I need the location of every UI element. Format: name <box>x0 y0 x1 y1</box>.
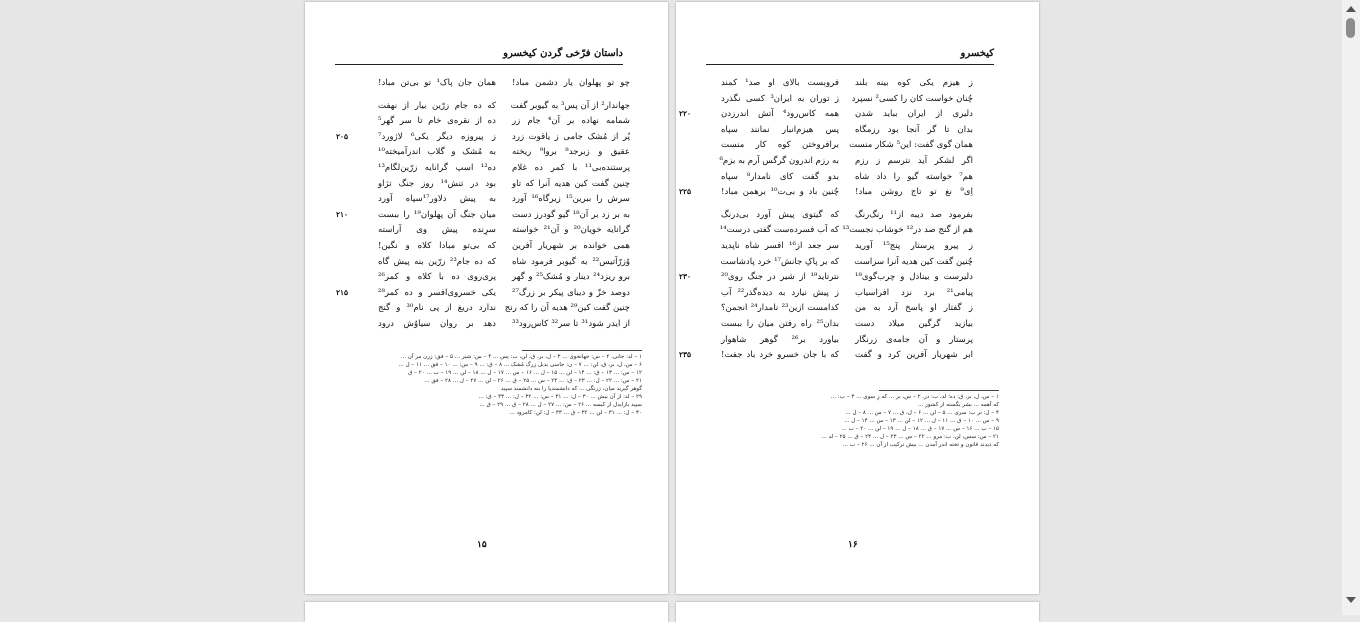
vertical-scrollbar[interactable] <box>1342 0 1360 615</box>
hemistich-second: یکی خسروی‌افسر و ده کمر²⁸ <box>378 287 496 298</box>
couplet <box>336 287 630 304</box>
hemistich-second: که ده جام زرّین بیار از نهفت <box>378 100 496 111</box>
hemistich-second: که بر پاکِ جانش¹⁷ خرد پادشاست <box>720 256 839 267</box>
hemistich-first: ز گفتار او پاسخ آرد به من <box>855 303 973 314</box>
hemistich-second: دهد بر روان سیاوُش درود <box>378 318 496 329</box>
verse-number: ۲۲۰ <box>679 109 692 119</box>
footnote-line: ۴ – ل: نر ب: سری ... ۵ – لن ... ۶ – ل، ق ... ۷ – س ... ۸ – ل ... <box>845 410 999 416</box>
couplet <box>705 225 973 241</box>
hemistich-first: همی خوانده بر شهریار آفرین <box>512 240 630 251</box>
hemistich-second: به رزم اندرون گرگس آرم به بزم⁶ <box>719 155 839 166</box>
couplet <box>362 225 630 241</box>
hemistich-second: بدو گفت کای نامدار⁸ سپاه <box>721 171 839 182</box>
hemistich-second: که بی‌تو مبادا کلاه و نگین! <box>378 240 496 251</box>
hemistich-first: ز پیرو پرستار پنج¹⁵ آورید <box>855 240 973 251</box>
footnote-line: ۱۲ – س: ... ۱۳ – ق: ... ۱۴ – لن ... ۱۵ – ل ... ۱۶ – س ... ۱۷ – ل ... ۱۸ – لن ... ۱۹ – ب ... ۲۰ – ق <box>408 370 642 376</box>
couplet <box>705 156 973 172</box>
scroll-down-arrow-icon[interactable] <box>1346 597 1356 603</box>
verse-number: ۲۱۰ <box>336 209 349 219</box>
hemistich-first: ز هیزم یکی کوه بینه بلند <box>855 78 973 88</box>
couplet <box>705 210 973 226</box>
header-title: کیخسرو <box>960 48 994 59</box>
couplet <box>362 319 630 335</box>
footnote-line: سپید بازایدل از کیسه ... ۲۶ – س: ... ۲۷ – ل ... ۲۸ – ق ... ۲۹ – ق ... <box>479 402 642 408</box>
footnote-line: ۶ – س، ل، بر، ق، لن: ... ۷ – ن: جاسی بدیل زرگ مُشک ... ۸ – ق: ... ۹ – س: ... ۱۰ – فق ... ۱۱ – ل ... <box>398 362 642 368</box>
header-title: داستان فرّخی گردن کیخسرو <box>503 48 623 59</box>
hemistich-second: همان جان پاک¹ تو بی‌تن مباد! <box>378 78 496 88</box>
hemistich-second: به مُشک و گلاب اندرآمیخته¹⁰ <box>378 147 496 158</box>
couplet <box>705 241 973 257</box>
footnote-line: ۲۹ – لد: از آن بیش ... ۳۰ – ل: ... ۳۱ – س: ... ۳۲ – ل: ... ۳۳ – ق: ... <box>478 394 642 400</box>
couplet <box>705 335 973 351</box>
couplet <box>705 303 973 319</box>
next-page-left <box>305 602 668 622</box>
poem-body <box>336 78 631 335</box>
hemistich-second: ز پیش نیارد به دیده‌گذر²² آب <box>721 287 839 298</box>
hemistich-first: دوصد خزّ و دیبای پیکر بر زرگ²⁷ <box>512 287 630 298</box>
hemistich-first: دلیری از ایران بباید شدن <box>855 109 973 120</box>
hemistich-second: بیاورد بر²⁶ گوهر شاهوار <box>721 334 839 345</box>
stanza-gap <box>362 94 630 101</box>
scroll-up-arrow-icon[interactable] <box>1346 6 1356 12</box>
verse-number: ۲۳۰ <box>679 272 692 282</box>
footnote-line: ۱۵ – ب ... ۱۶ – س ... ۱۷ – ق ... ۱۸ – ل ... ۱۹ – لن ... ۲۰ – ب ... <box>841 426 999 432</box>
hemistich-first: به بر زد بر آن¹⁸ گیو گودرز دست <box>512 209 630 220</box>
couplet <box>705 125 973 141</box>
footnote-line: ۳۰ – ل: ... ۳۱ – لن ... ۳۲ – ق ... ۳۳ – ل: لن: کامرود ... <box>509 410 642 416</box>
footnote-line: که دیدند قانون و تخته اندر آمدن ... بیش ترکیب از آن ... ۲۶ – ب ... <box>842 442 999 448</box>
hemistich-first: پرستار و آن جامه‌ی زرنگار <box>855 334 973 345</box>
footnote-line: که آهمه ... بشر یگسته از کشور ... <box>918 402 999 408</box>
couplet <box>679 187 973 203</box>
couplet <box>362 147 630 163</box>
couplet <box>362 101 630 117</box>
page-15 <box>305 2 668 594</box>
hemistich-second: همه کاس‌رود⁴ آتش اندرزدن <box>721 109 839 120</box>
verse-number: ۲۱۵ <box>336 287 349 297</box>
hemistich-first: هم⁷ خواسته گیو را داد شاه <box>855 171 973 182</box>
hemistich-first: هم از گنج صد در¹² خوشاب نجست¹³ <box>842 225 973 236</box>
couplet <box>705 94 973 110</box>
couplet <box>705 140 973 156</box>
hemistich-second: برافروختن کوه کار منست <box>721 140 839 151</box>
couplet <box>679 350 973 366</box>
hemistich-second: بود در تنش¹⁴ روز جنگ تژاو <box>378 178 496 189</box>
footnotes <box>699 390 999 449</box>
poem-body <box>679 78 974 366</box>
hemistich-first: عقیق و زبرجد⁸ بروا⁹ ریخته <box>512 147 630 158</box>
hemistich-first: بیازید گرگین میلاد دست <box>855 318 973 329</box>
hemistich-second: به پیش دلاور¹⁷سپاه آورد <box>378 194 496 205</box>
couplet <box>362 194 630 210</box>
couplet <box>362 257 630 273</box>
couplet <box>679 109 973 125</box>
page-number: ۱۵ <box>477 540 487 550</box>
footnote-line: ۹ – س ... ۱۰ – ق ... ۱۱ – ل ... ۱۲ – لن ... ۱۳ – س ... ۱۴ – ل ... <box>844 418 999 424</box>
hemistich-second: پس هیزم‌انبار نمانند سپاه <box>721 124 839 135</box>
couplet <box>705 172 973 188</box>
hemistich-first: چو تو پهلوان یار دشمن مباد! <box>512 78 630 88</box>
hemistich-first: پیامی²¹ برد نزد افراسیاب <box>855 287 973 298</box>
hemistich-first: شمامه نهاده بر آن⁴ جام زر <box>512 116 631 127</box>
hemistich-second: بدان²⁵ راه رفتن میان را ببست <box>721 318 839 329</box>
couplet <box>336 131 630 148</box>
hemistich-first: پرستنده‌بی¹¹ با کمر ده غلام <box>512 162 630 173</box>
hemistich-first: ابر شهریار آفرین کرد و گفت <box>855 350 973 361</box>
couplet <box>362 179 630 195</box>
hemistich-second: ده از نقره‌ی خام تا سر گهر⁵ <box>378 116 496 127</box>
couplet <box>362 163 630 179</box>
footnotes <box>336 350 642 417</box>
couplet <box>705 319 973 335</box>
page-16 <box>676 2 1039 594</box>
hemistich-second: که با جان خسرو خرد باد جفت! <box>721 350 839 361</box>
couplet <box>362 78 630 94</box>
hemistich-first: جهاندار² از آن پس³ به گیوبر گفت <box>510 100 630 111</box>
hemistich-second: نترتاید¹⁹ از شیر در جنگ روی²⁰ <box>721 272 839 283</box>
couplet <box>705 257 973 273</box>
hemistich-first: چنین گفت کین²⁹ هدیه آن را که رنج <box>504 303 630 314</box>
hemistich-second: چُنین باد و بی‌ت¹⁰ برهمن مباد! <box>721 187 840 198</box>
footnote-line: ۱ – س، ل، بر، ق: ده؛ لد، ب: در. ۲ – س، بر ... که زِ سوی ... ۳ – ب: ... <box>830 394 999 400</box>
hemistich-first: بفرمود صد دیبه از¹¹ رنگ‌رنگ <box>855 209 974 220</box>
hemistich-first: از ایدر شود³¹ تا سر³² کاس‌رود³³ <box>512 318 630 329</box>
couplet <box>362 116 630 132</box>
hemistich-second: که آب فسرده‌ست گفتی درست¹⁴ <box>719 225 839 236</box>
hemistich-second: که گیتوی پیش آورد بی‌درنگ <box>721 209 839 220</box>
hemistich-second: سرِنده پیش وی آراسته <box>378 225 496 236</box>
stanza-gap <box>705 203 973 210</box>
hemistich-second: میان جنگ آن پهلوان¹⁹ را ببست <box>378 209 497 220</box>
hemistich-first: دلیرست و بینادل و چرب‌گوی¹⁸ <box>855 272 973 283</box>
footnote-separator <box>879 390 999 391</box>
hemistich-second: ز توران به ایران³ کسی نگذرد <box>721 93 839 104</box>
hemistich-first: اگر لشکر آید نترسم ز رزم <box>855 155 973 166</box>
hemistich-second: ده¹² اسپ گرانایه زرّین‌لگام¹³ <box>378 162 496 173</box>
footnote-line: ۲۱ – س: سس، لن، ب: مرو ... ۲۲ – س ... ۲۳ – ل ... ۲۴ – ق ... ۲۵ – لد ... <box>821 434 999 440</box>
hemistich-first: اِی⁹ نغ تو تاج روشن مباد! <box>855 187 973 198</box>
page-number: ۱۶ <box>848 540 858 550</box>
footnote-line: ۱ – لد: جانی. ۲ – س: جهانجوی ... ۳ – ل، بر، ق، لن، ب: پس ... ۴ – س: شیر ... ۵ – فق: زرن مر آن ... <box>400 354 642 360</box>
hemistich-second: سر جعد از¹⁶ افسر شاه ناپدید <box>721 240 839 251</box>
hemistich-second: که ده جام²³ زرّین بنه پیش گاه <box>378 256 496 267</box>
hemistich-first: چُنان خواست کان را کسی² نسپرد <box>851 93 973 104</box>
hemistich-first: گرانایه خویان²⁰ و آن²¹ خواسته <box>512 225 630 236</box>
hemistich-second: ز پیروزه دیگر یکی⁶ لاژورد⁷ <box>378 131 496 142</box>
couplet <box>362 272 630 288</box>
couplet <box>705 78 973 94</box>
hemistich-first: چنین گفت کین هدیه آنرا که تاو <box>512 178 630 189</box>
verse-number: ۲۳۵ <box>679 350 692 360</box>
hemistich-first: چُنین گفت کین هدیه آنرا سزاست <box>854 256 973 267</box>
hemistich-second: پری‌روی ده با کلاه و کمر²⁶ <box>378 272 496 283</box>
couplet <box>362 241 630 257</box>
couplet <box>679 272 973 288</box>
scroll-thumb[interactable] <box>1346 18 1355 38</box>
running-header <box>335 48 623 65</box>
hemistich-first: برو ریزد²⁴ دینار و مُشک²⁵ و گهر <box>512 272 630 283</box>
couplet <box>336 209 630 226</box>
verse-number: ۲۲۵ <box>679 187 692 197</box>
hemistich-first: بدان تا گر آنجا بود رزمگاه <box>855 124 973 135</box>
hemistich-first: سرش را ببرین¹⁵ زیرگاه¹⁶ آورد <box>512 194 630 205</box>
hemistich-second: کدامست ازین²³ نامدار²⁴ انجمن؟ <box>721 303 839 314</box>
verse-number: ۲۰۵ <box>336 131 349 141</box>
couplet <box>705 288 973 304</box>
footnote-separator <box>522 350 642 351</box>
hemistich-first: پُر از مُشک جامی ز یاقوت زرد <box>512 131 630 142</box>
footnote-line: ۲۱ – س: ... ۲۲ – ل: ... ۲۳ – ق: ... ۲۴ – س ... ۲۵ – ق ... ۲۶ – لن ... ۲۷ – ل ... ۲۸ – فق ... <box>424 378 642 384</box>
next-page-right <box>676 602 1039 622</box>
hemistich-first: همان گوی گفت: این⁵ شکار منست <box>849 140 973 151</box>
hemistich-first: وُزرّآتیس²² به گیوبر فرمود شاه <box>512 256 630 267</box>
hemistich-second: ندارد دریغ از پی نام³⁰ و گنج <box>378 303 496 314</box>
footnote-line: گوهر گیرید میان، زرنگی ... که دانشمندیا را بنه دانشمند سپید <box>501 386 642 392</box>
running-header <box>706 48 994 65</box>
hemistich-second: فروبست بالای او صد¹ کمند <box>721 78 839 88</box>
couplet <box>362 303 630 319</box>
